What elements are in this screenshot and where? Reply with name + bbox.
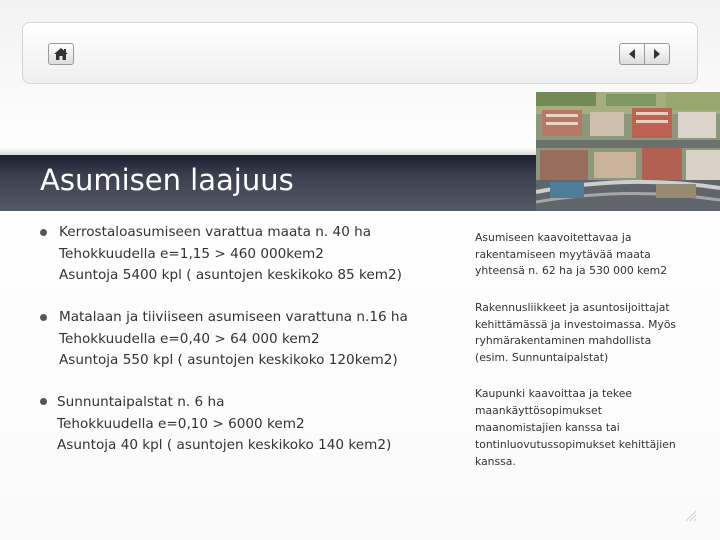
bullet-line: Tehokkuudella e=1,15 > 460 000kem2 bbox=[59, 246, 324, 262]
side-note-line: maanomistajien kanssa tai bbox=[475, 421, 620, 434]
bullet-line: Asuntoja 5400 kpl ( asuntojen keskikoko 85 kem2) bbox=[59, 267, 402, 283]
side-note-line: (esim. Sunnuntaipalstat) bbox=[475, 351, 609, 364]
side-note-line: ryhmärakentaminen mahdollista bbox=[475, 334, 652, 347]
bullet-dot bbox=[40, 314, 47, 321]
side-note-line: maankäyttösopimukset bbox=[475, 404, 602, 417]
bullet-line: Kerrostaloasumiseen varattua maata n. 40 ha bbox=[59, 224, 372, 240]
side-note-line: yhteensä n. 62 ha ja 530 000 kem2 bbox=[475, 264, 668, 277]
city-aerial-photo bbox=[536, 92, 720, 211]
page-curl-icon bbox=[684, 508, 698, 522]
side-note-line: tontinluovutussopimukset kehittäjien bbox=[475, 438, 676, 451]
side-note-line: Kaupunki kaavoittaa ja tekee bbox=[475, 387, 633, 400]
bullet-line: Asuntoja 550 kpl ( asuntojen keskikoko 120kem2) bbox=[59, 352, 398, 368]
bullet-line: Tehokkuudella e=0,40 > 64 000 kem2 bbox=[59, 331, 320, 347]
side-note-line: kehittämässä ja investoimassa. Myös bbox=[475, 318, 677, 331]
side-note-line: kanssa. bbox=[475, 455, 516, 468]
side-note-line: Rakennusliikkeet ja asuntosijoittajat bbox=[475, 301, 670, 314]
arrow-left-icon bbox=[627, 48, 637, 60]
previous-slide-button[interactable] bbox=[619, 43, 645, 65]
bullet-line: Asuntoja 40 kpl ( asuntojen keskikoko 140 kem2) bbox=[57, 437, 392, 453]
bullet-line: Tehokkuudella e=0,10 > 6000 kem2 bbox=[57, 416, 305, 432]
bullet-dot bbox=[40, 229, 47, 236]
page-title: Asumisen laajuus bbox=[40, 163, 294, 197]
arrow-right-icon bbox=[652, 48, 662, 60]
home-button[interactable] bbox=[48, 43, 74, 65]
bullet-line: Matalaan ja tiiviiseen asumiseen varattuna n.16 ha bbox=[59, 309, 408, 325]
side-note-line: Asumiseen kaavoitettavaa ja bbox=[475, 231, 632, 244]
navigation-bar bbox=[22, 22, 698, 84]
bullet-line: Sunnuntaipalstat n. 6 ha bbox=[57, 394, 225, 410]
home-icon bbox=[53, 47, 69, 61]
bullet-dot bbox=[40, 398, 47, 405]
next-slide-button[interactable] bbox=[644, 43, 670, 65]
side-note-line: rakentamiseen myytävää maata bbox=[475, 248, 651, 261]
